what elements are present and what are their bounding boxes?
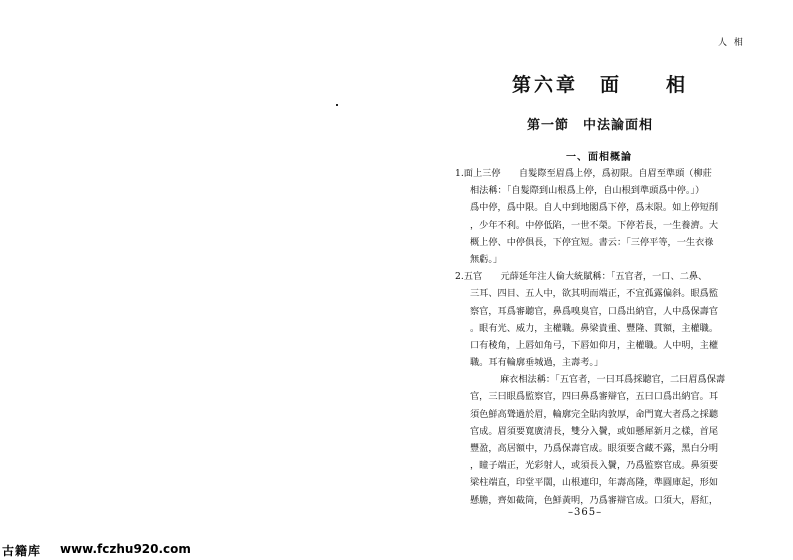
subsection-title: 一、面相概論	[566, 152, 632, 163]
page-number: –365–	[568, 507, 603, 518]
text-line: 概上停、中停俱長，下停宜短。書云：「三停平等，一生衣祿	[470, 236, 714, 248]
text-line: ，少年不利。中停低陷，一世不榮。下停若長，一生養濟。大	[470, 219, 719, 231]
text-line: 爲中停，爲中限。自人中到地閣爲下停，爲末限。如上停短削	[470, 202, 719, 214]
text-line: 。眼有光、威力，主權職。鼻梁貴重、豐隆、貫額，主權職。	[470, 322, 719, 334]
text-line: 懸膽，齊如截筒，色鮮黃明，乃爲審辯官成。口須大，唇紅，	[470, 494, 719, 506]
stray-mark	[336, 104, 338, 106]
text-line: 豐盈，高居額中，乃爲保壽官成。眼須要含藏不露，黑白分明	[470, 443, 719, 454]
text-line: 2.五官 元薛延年注人倫大統賦稱：「五官者，一口、二鼻、	[455, 271, 708, 283]
text-line: 相法稱：「自髮際到山根爲上停，自山根到準頭爲中停。」）	[470, 185, 705, 197]
text-line: 三耳、四目、五人中，欲其明而端正，不宜孤露偏斜。眼爲監	[470, 288, 719, 300]
text-line: 麻衣相法稱：「五官者，一曰耳爲採聽官，二曰眉爲保壽	[500, 374, 726, 386]
watermark-site-name: 古籍库	[2, 544, 42, 558]
watermark-footer	[2, 541, 793, 560]
text-line: 官，三曰眼爲監察官，四曰鼻爲審辯官，五曰口爲出納官。耳	[470, 391, 719, 403]
text-line: 口有稜角，上唇如角弓，下唇如仰月，主權職。人中明，主權	[470, 339, 719, 351]
body-text	[455, 165, 755, 509]
section-title: 第一節 中法論面相	[527, 118, 654, 133]
text-line: 須色鮮高聳過於眉，輪廓完全貼肉敦厚，命門寬大者爲之採聽	[470, 408, 719, 420]
chapter-title: 第六章 面 相	[512, 74, 689, 96]
text-line: 梁柱端直，印堂平闊，山根連印，年壽高隆，準圓庫起，形如	[470, 477, 719, 489]
text-line: ，瞳子端正，光彩射人，或須長入鬢，乃爲監察官成。鼻須要	[470, 460, 719, 472]
watermark-site-url: www.fczhu920.com	[60, 542, 191, 556]
text-line: 無虧。」	[470, 253, 503, 265]
text-line: 察官，耳爲審聽官，鼻爲嗅臭官，口爲出納官，人中爲保壽官	[470, 305, 719, 317]
text-line: 1.面上三停 自髮際至眉爲上停，爲初限。自眉至準頭（柳莊	[455, 168, 712, 179]
text-line: 職。耳有輪廓垂城過，主壽考。」	[470, 357, 604, 369]
running-head: 人 相	[718, 38, 745, 48]
text-line: 官成。眉須要寬廣清長，雙分入鬢，或如懸犀新月之樣，首尾	[470, 425, 719, 437]
